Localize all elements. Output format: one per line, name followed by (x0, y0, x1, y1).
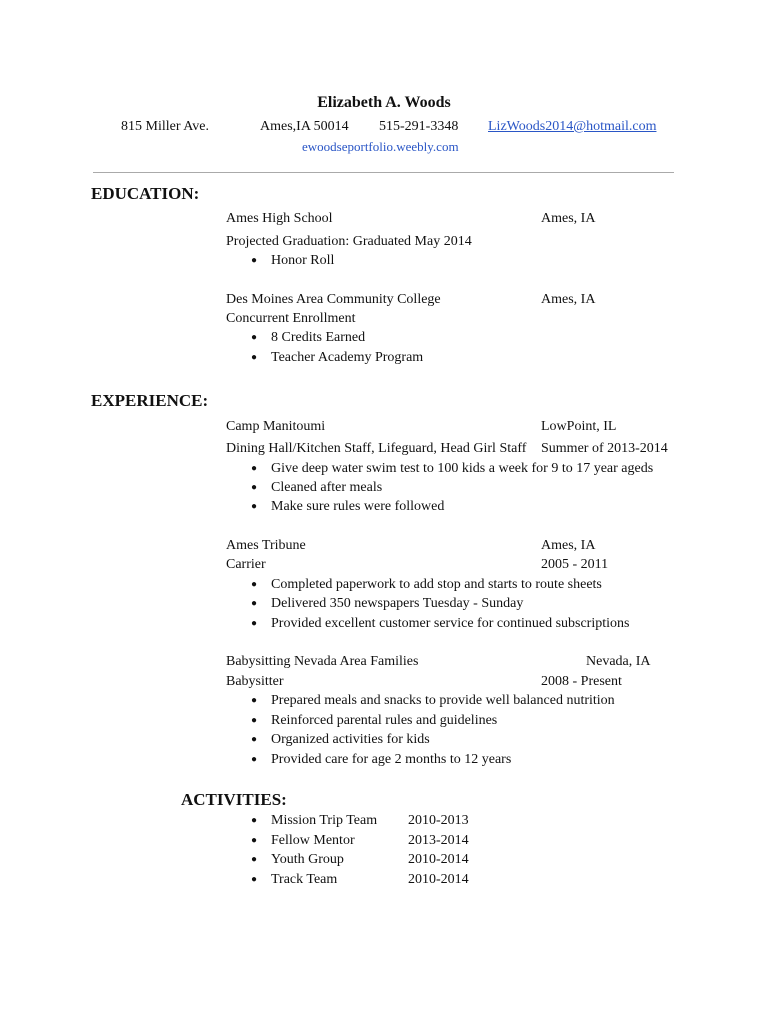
phone: 515-291-3348 (379, 119, 459, 134)
location: Ames, IA (541, 211, 596, 226)
bullet-icon: ● (251, 482, 258, 493)
dates: 2005 - 2011 (541, 557, 609, 572)
list-item: Delivered 350 newspapers Tuesday - Sunday (271, 596, 524, 611)
bullet-icon: ● (251, 579, 258, 590)
list-item: 8 Credits Earned (271, 330, 366, 345)
org: Camp Manitoumi (226, 419, 326, 434)
activity-years: 2010-2014 (408, 852, 469, 867)
section-heading: EDUCATION: (91, 184, 200, 203)
list-item: Organized activities for kids (271, 732, 430, 747)
bullet-icon: ● (251, 352, 258, 363)
address: 815 Miller Ave. (121, 119, 210, 134)
bullet-icon: ● (251, 463, 258, 474)
bullet-icon: ● (251, 754, 258, 765)
role: Carrier (226, 557, 266, 572)
location: Ames, IA (541, 292, 596, 307)
list-item: Honor Roll (271, 253, 335, 268)
activity-name: Mission Trip Team (271, 813, 378, 828)
list-item: Make sure rules were followed (271, 499, 445, 514)
city-state-zip: Ames,IA 50014 (260, 119, 349, 134)
role: Dining Hall/Kitchen Staff, Lifeguard, Head Girl Staff (226, 441, 527, 456)
section-heading: EXPERIENCE: (91, 391, 209, 410)
org: Des Moines Area Community College (226, 292, 441, 307)
list-item: Give deep water swim test to 100 kids a week for 9 to 17 year ageds (271, 461, 654, 476)
role: Babysitter (226, 674, 284, 689)
location: Ames, IA (541, 538, 596, 553)
website-link[interactable]: ewoodseportfolio.weebly.com (302, 139, 459, 154)
dates: 2008 - Present (541, 674, 622, 689)
section-heading: ACTIVITIES: (181, 790, 287, 809)
bullet-icon: ● (251, 715, 258, 726)
list-item: Prepared meals and snacks to provide well balanced nutrition (271, 693, 615, 708)
list-item: Teacher Academy Program (271, 350, 424, 365)
bullet-icon: ● (251, 332, 258, 343)
bullet-icon: ● (251, 835, 258, 846)
activity-name: Youth Group (271, 852, 344, 867)
list-item: Provided excellent customer service for continued subscriptions (271, 616, 630, 631)
detail: Projected Graduation: Graduated May 2014 (226, 234, 472, 249)
dates: Summer of 2013-2014 (541, 441, 668, 456)
bullet-icon: ● (251, 815, 258, 826)
email-link[interactable]: LizWoods2014@hotmail.com (488, 119, 657, 134)
bullet-icon: ● (251, 501, 258, 512)
activity-years: 2013-2014 (408, 833, 469, 848)
list-item: Cleaned after meals (271, 480, 383, 495)
bullet-icon: ● (251, 695, 258, 706)
list-item: Reinforced parental rules and guidelines (271, 713, 498, 728)
resume-name: Elizabeth A. Woods (317, 94, 451, 111)
bullet-icon: ● (251, 618, 258, 629)
activity-name: Track Team (271, 872, 338, 887)
list-item: Provided care for age 2 months to 12 years (271, 752, 512, 767)
bullet-icon: ● (251, 874, 258, 885)
list-item: Completed paperwork to add stop and starts to route sheets (271, 577, 602, 592)
activity-years: 2010-2014 (408, 872, 469, 887)
detail: Concurrent Enrollment (226, 311, 356, 326)
location: LowPoint, IL (541, 419, 617, 434)
org: Ames Tribune (226, 538, 306, 553)
activity-name: Fellow Mentor (271, 833, 355, 848)
bullet-icon: ● (251, 734, 258, 745)
activity-years: 2010-2013 (408, 813, 469, 828)
bullet-icon: ● (251, 854, 258, 865)
location: Nevada, IA (586, 654, 651, 669)
header-divider (93, 172, 674, 173)
bullet-icon: ● (251, 255, 258, 266)
org: Babysitting Nevada Area Families (226, 654, 419, 669)
bullet-icon: ● (251, 598, 258, 609)
org: Ames High School (226, 211, 333, 226)
